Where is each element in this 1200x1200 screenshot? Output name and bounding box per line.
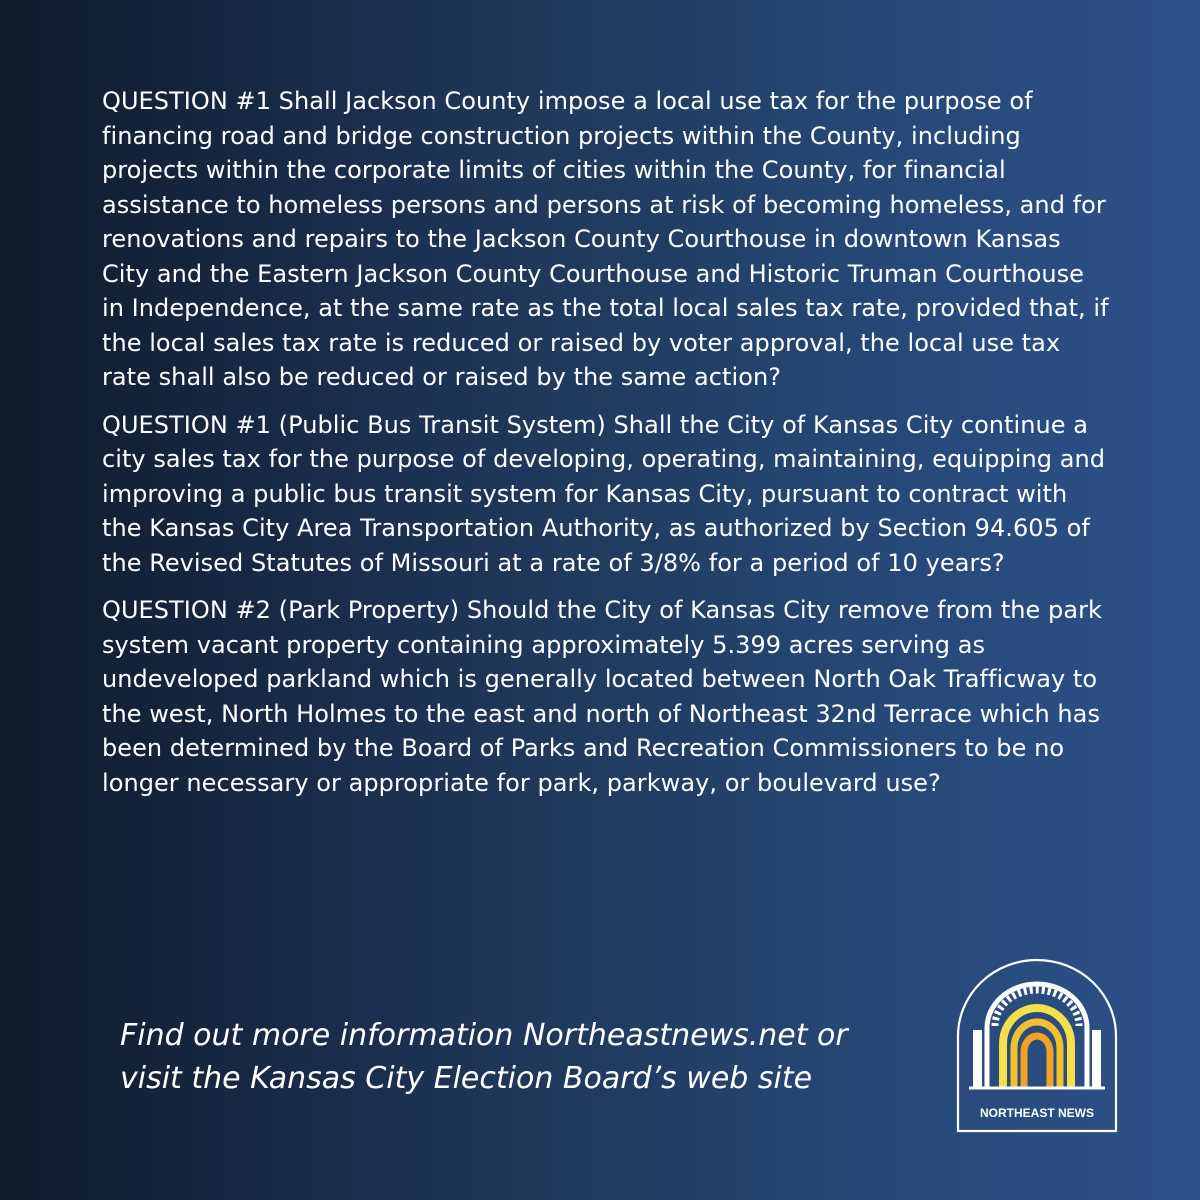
ballot-questions (102, 84, 1112, 813)
more-info-line-1: Find out more information Northeastnews.net or (120, 1018, 848, 1053)
question-park-property: QUESTION #2 (Park Property) Should the City of Kansas City remove from the park system vacant property containing approximately 5.399 acres serving as undeveloped parkland which is generally located between North Oak Trafficway to the west, North Holmes to the east and north of Northeast 32nd Terrace which has been determined by the Board of Parks and Recreation Commissioners to be no longer necessary or appropriate for park, parkway, or boulevard use? (102, 596, 1102, 797)
question-jackson-county-use-tax: QUESTION #1 Shall Jackson County impose a local use tax for the purpose of financing road and bridge construction projects within the County, including projects within the corporate limits of cities within the County, for financial assistance to homeless persons and persons at risk of becoming homeless, and for renovations and repairs to the Jackson County Courthouse in downtown Kansas City and the Eastern Jackson County Courthouse and Historic Truman Courthouse in Independence, at the same rate as the total local sales tax rate, provided that, if the local sales tax rate is reduced or raised by voter approval, the local use tax rate shall also be reduced or raised by the same action? (102, 87, 1109, 391)
northeast-news-logo-graphic (955, 958, 1119, 1134)
northeast-news-logo (955, 958, 1119, 1134)
question-bus-transit-sales-tax: QUESTION #1 (Public Bus Transit System) Shall the City of Kansas City continue a city sales tax for the purpose of developing, operating, maintaining, equipping and improving a public bus transit system for Kansas City, pursuant to contract with the Kansas City Area Transportation Authority, as authorized by Section 94.605 of the Revised Statutes of Missouri at a rate of 3/8% for a period of 10 years? (102, 410, 1106, 577)
more-info-line-2: visit the Kansas City Election Board’s web site (120, 1061, 813, 1096)
more-info-note (120, 1014, 920, 1100)
logo-wordmark: NORTHEAST NEWS (980, 1106, 1094, 1120)
